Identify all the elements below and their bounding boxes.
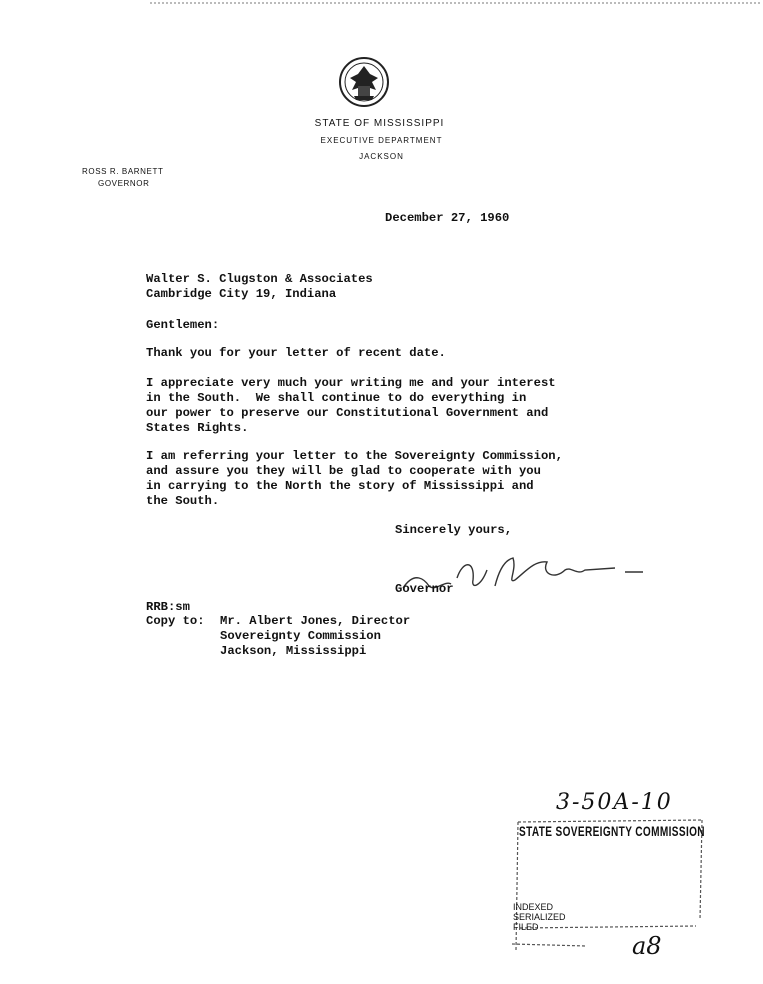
stamp-filed: FILED: [513, 922, 539, 932]
copy-to-line-2: Sovereignty Commission: [220, 629, 381, 643]
governor-name: ROSS R. BARNETT: [82, 167, 164, 176]
paragraph-1: Thank you for your letter of recent date.: [146, 346, 446, 360]
letterhead-city: JACKSON: [359, 152, 404, 161]
stamp-serialized: SERIALIZED: [513, 912, 566, 922]
stamp-indexed: INDEXED: [513, 902, 554, 912]
state-seal-icon: [338, 56, 390, 108]
copy-to-line-1: Mr. Albert Jones, Director: [220, 614, 411, 628]
paragraph-2: I appreciate very much your writing me and your interest in the South. We shall continue to do everything in our power to preserve our Constitutional Government and States Rights.: [146, 376, 556, 435]
paragraph-3: I am referring your letter to the Sovereignty Commission, and assure you they will be glad to cooperate with you in carrying to the North the story of Mississippi and the South.: [146, 449, 563, 508]
copy-to-label: Copy to:: [146, 614, 205, 628]
letterhead-department: EXECUTIVE DEPARTMENT: [320, 136, 443, 145]
stamp-number: 3-50A-10: [556, 790, 673, 815]
copy-to-line-3: Jackson, Mississippi: [220, 644, 367, 658]
recipient-line-2: Cambridge City 19, Indiana: [146, 287, 337, 301]
letter-date: December 27, 1960: [385, 211, 510, 225]
closing: Sincerely yours,: [395, 523, 513, 537]
stamp-handwritten-mark: a8: [632, 932, 662, 960]
stamp-title: STATE SOVEREIGNTY COMMISSION: [519, 823, 705, 839]
salutation: Gentlemen:: [146, 318, 220, 332]
recipient-line-1: Walter S. Clugston & Associates: [146, 272, 373, 286]
letterhead-state: STATE OF MISSISSIPPI: [314, 118, 445, 129]
governor-title: GOVERNOR: [98, 179, 150, 188]
typist-initials: RRB:sm: [146, 600, 190, 614]
signature-title: Governor: [395, 582, 454, 596]
scan-edge-dots: [150, 2, 760, 4]
